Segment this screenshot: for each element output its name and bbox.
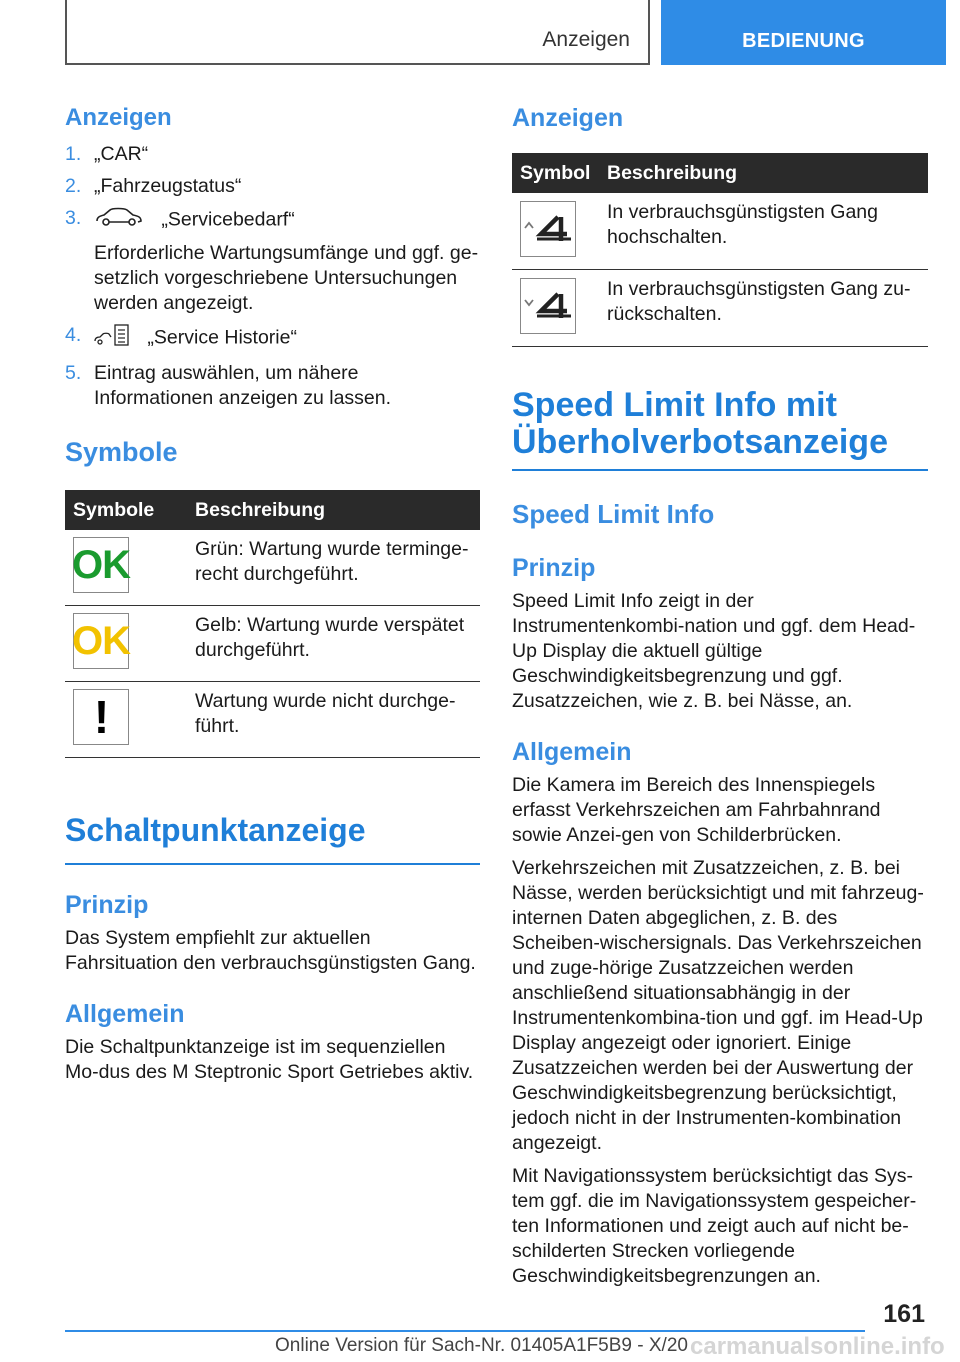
heading-symbols: Symbole (65, 437, 178, 467)
step-number: 5. (65, 362, 82, 384)
watermark: carmanualsonline.info (690, 1333, 945, 1360)
general-text: Die Schaltpunktanzeige ist im sequenziellen Mo-dus des M Steptronic Sport Getriebes aktiv. (65, 1036, 474, 1083)
heading-speed-limit-overtaking: Speed Limit Info mit Überholverbotsanzeige (512, 387, 928, 471)
car-outline-icon (94, 206, 144, 235)
symbol-description: In verbrauchsgünstigsten Gang zu-rückschalten. (599, 270, 928, 347)
table-row (65, 606, 480, 682)
step-number: 4. (65, 324, 82, 346)
left-column (65, 100, 480, 1093)
table-row (65, 530, 480, 606)
header-section-title: Anzeigen (542, 28, 630, 51)
symbol-description: Grün: Wartung wurde terminge-recht durchgeführt. (187, 530, 480, 606)
table-row (512, 270, 928, 347)
heading-general: Allgemein (512, 738, 632, 766)
general-paragraph: Die Kamera im Bereich des Innenspiegels erfasst Verkehrszeichen am Fahrbahnrand sowie Anzei-gen von Schilderbrücken. (512, 774, 881, 846)
list-item (65, 323, 480, 354)
ok-green-icon: OK (73, 537, 129, 593)
column-header-description: Beschreibung (187, 490, 480, 530)
general-paragraph: Mit Navigationssystem berücksichtigt das Sys-tem ggf. die im Navigationssystem gespeicher-ten Informationen und zeigt auch auf nicht be-schilderten Strecken vorliegende Geschwindigkeitsbegrenzungen an. (512, 1165, 917, 1287)
step-number: 2. (65, 175, 82, 197)
step-text: „Servicebedarf“ (161, 208, 295, 231)
symbol-description: In verbrauchsgünstigsten Gang hochschalten. (599, 193, 928, 270)
step-detail: Erforderliche Wartungsumfänge und ggf. ge-setzlich vorgeschriebene Untersuchungen werden angezeigt. (94, 242, 479, 314)
step-number: 1. (65, 143, 82, 165)
heading-shift-indicator: Schaltpunktanzeige (65, 812, 480, 865)
table-row (512, 193, 928, 270)
column-header-symbol: Symbol (512, 153, 599, 193)
heading-displays: Anzeigen (65, 104, 172, 131)
step-text: Eintrag auswählen, um nähere Informationen anzeigen zu lassen. (94, 362, 392, 409)
list-item (65, 361, 480, 411)
symbols-table (65, 490, 480, 758)
footer-online-version: Online Version für Sach-Nr. 01405A1F5B9 - X/20 (275, 1335, 688, 1356)
heading-principle: Prinzip (512, 554, 596, 582)
footer-divider (65, 1330, 865, 1332)
symbol-description: Wartung wurde nicht durchge-führt. (187, 682, 480, 758)
heading-displays: Anzeigen (512, 104, 624, 132)
step-text: „Service Historie“ (147, 326, 297, 349)
principle-text: Das System empfiehlt zur aktuellen Fahrsituation den verbrauchsgünstigsten Gang. (65, 927, 476, 974)
car-list-icon (94, 323, 130, 354)
gear-up-4-icon (520, 201, 576, 257)
heading-speed-limit-info: Speed Limit Info (512, 499, 715, 529)
table-header-row (65, 490, 480, 530)
step-number: 3. (65, 207, 82, 229)
list-item (65, 206, 480, 316)
steps-list (65, 142, 480, 411)
symbol-description: Gelb: Wartung wurde verspätet durchgeführt. (187, 606, 480, 682)
list-item (65, 142, 480, 167)
heading-principle: Prinzip (65, 891, 149, 919)
gear-symbol-table (512, 153, 928, 347)
column-header-description: Beschreibung (599, 153, 928, 193)
table-row (65, 682, 480, 758)
right-column (512, 100, 928, 1297)
general-paragraph: Verkehrszeichen mit Zusatzzeichen, z. B. bei Nässe, werden berücksichtigt und mit fahrzeug-internen Daten abgeglichen, z. B. des Scheiben-wischersignals. Das Verkehrszeichen und zuge-hörige Zusatzzeichen werden anschließend situationsabhängig in der Instrumentenkombina-tion und ggf. im Head-Up Display angezeigt oder ignoriert. Einige Zusatzzeichen werden bei der Auswertung der Geschwindigkeitsbegrenzung berücksichtigt, jedoch nicht in der Instrumenten-kombination angezeigt. (512, 857, 924, 1154)
ok-yellow-icon: OK (73, 613, 129, 669)
exclamation-icon: ! (73, 689, 129, 745)
heading-general: Allgemein (65, 1000, 185, 1028)
step-text: „CAR“ (94, 143, 149, 165)
list-item (65, 174, 480, 199)
gear-down-4-icon (520, 278, 576, 334)
header-chapter-tab: BEDIENUNG (661, 0, 946, 65)
column-header-symbol: Symbole (65, 490, 187, 530)
page-number: 161 (883, 1300, 925, 1328)
table-header-row (512, 153, 928, 193)
principle-text: Speed Limit Info zeigt in der Instrumentenkombi-nation und ggf. dem Head-Up Display die aktuell gültige Geschwindigkeitsbegrenzung und ggf. Zusatzzeichen, wie z. B. bei Nässe, an. (512, 590, 916, 712)
step-text: „Fahrzeugstatus“ (94, 175, 242, 197)
